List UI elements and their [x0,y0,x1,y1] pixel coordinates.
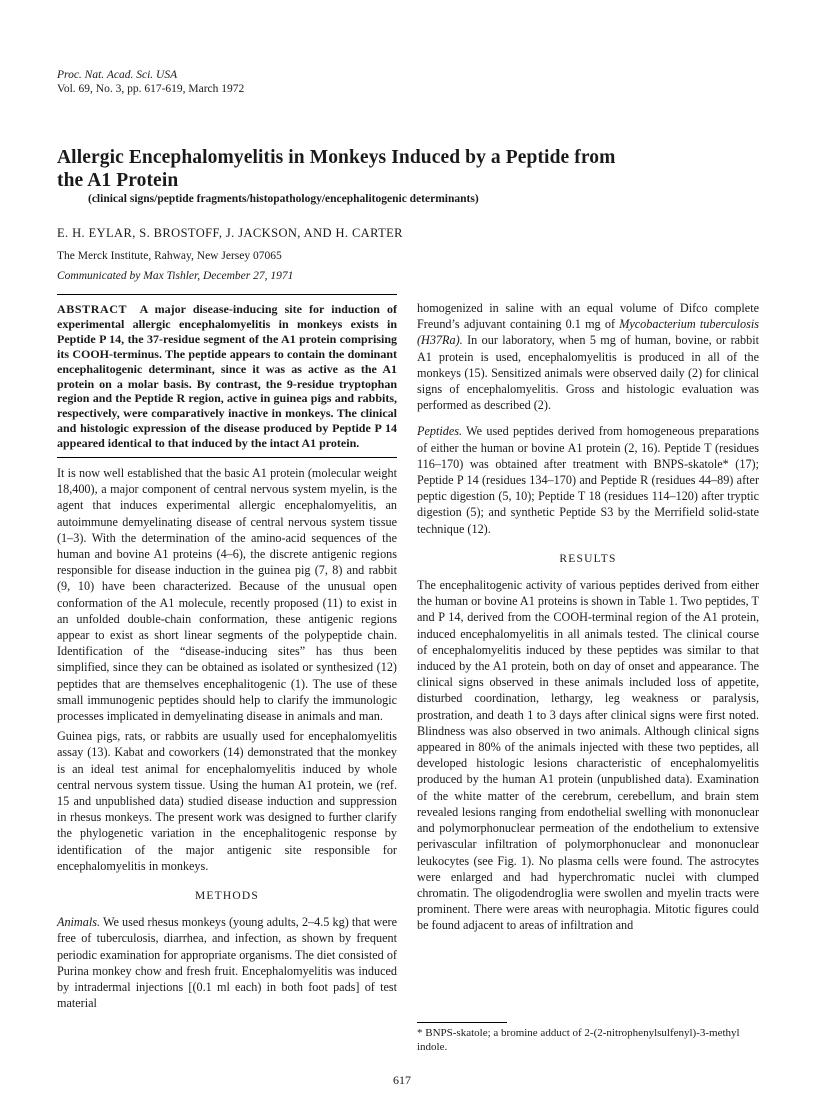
keywords: (clinical signs/peptide fragments/histopathology/encephalitogenic determinants) [88,193,479,205]
page-number: 617 [393,1073,411,1087]
results-heading: RESULTS [559,552,617,565]
journal-name: Proc. Nat. Acad. Sci. USA [57,69,178,81]
footnote-rule [417,1022,507,1023]
animals-continued-b: In our laboratory, when 5 mg of human, bovine, or rabbit A1 protein is used, encephalomyelitis is produced in all of the monkeys (15). Sensitized animals were observed daily (2) for clinical signs of encephalomyelitis. Gross and histologic evaluation was performed as described (2). [417,333,760,413]
authors: E. H. EYLAR, S. BROSTOFF, J. JACKSON, AND H. CARTER [57,226,403,240]
animals-continued [417,300,759,413]
footnote: * BNPS-skatole; a bromine adduct of 2-(2-nitrophenylsulfenyl)-3-methyl indole. [417,1027,740,1053]
animals-continued-a: homogenized in saline with an equal volume of Difco complete Freund’s adjuvant containing 0.1 mg of [417,301,759,332]
journal-volume: Vol. 69, No. 3, pp. 617-619, March 1972 [57,83,245,95]
peptides-label: Peptides. [417,424,463,439]
affiliation: The Merck Institute, Rahway, New Jersey 07065 [57,250,282,262]
animals-text: We used rhesus monkeys (young adults, 2–4.5 kg) that were free of tuberculosis, diarrhea, and infection, as shown by frequent periodic examination for appropriate organisms. The diet consisted of Purina monkey chow and fresh fruit. Encephalomyelitis was induced by intradermal injections [(0.1 ml each) in both foot pads] of test material [57,915,398,1011]
peptides-paragraph [417,423,759,536]
organism-name: Mycobacterium tuberculosis (H37Ra). [417,317,760,348]
article-title: Allergic Encephalomyelitis in Monkeys Induced by a Peptide from the A1 Protein [57,147,616,191]
methods-heading: METHODS [195,890,259,903]
abstract [57,294,397,458]
animals-label: Animals. [57,915,100,930]
abstract-label: ABSTRACT [57,302,128,316]
right-column [417,300,759,934]
animals-paragraph [57,914,397,1011]
left-column [57,465,397,1012]
intro-paragraph-2: Guinea pigs, rats, or rabbits are usually used for encephalomyelitis assay (13). Kabat and coworkers (14) demonstrated that the monkey is an ideal test animal for encephalomyelitis induced by whole central nervous system tissue. Using the human A1 protein, we (ref. 15 and unpublished data) studied disease induction and suppression in rhesus monkeys. The present work was designed to further clarify the phylogenetic variation in the encephalitogenic response by identification of the major antigenic site responsible for encephalomyelitis in monkeys. [57,729,397,873]
journal-header [57,68,244,96]
intro-paragraph-1: It is now well established that the basic A1 protein (molecular weight 18,400), a major component of central nervous system myelin, is the agent that induces experimental allergic encephalomyelitis, an autoimmune demyelinating disease of central nervous system tissue (1–3). With the determination of the amino-acid sequences of the human and bovine A1 proteins (4–6), the discrete antigenic regions responsible for disease induction in the guinea pig (7, 8) and rabbit (9, 10) have been characterized. Because of the unusual open conformation of the A1 molecule, recently proposed (11) to exist in an unfolded double-chain conformation, these antigenic regions appear to exist as short linear segments of the polypeptide chain. Identification of the “disease-inducing sites” has thus been simplified, since they can be obtained as isolated or synthesized (12) peptides that are themselves encephalitogenic (1). The use of these small immunogenic peptides should help to clarify the immunologic processes implicated in demyelinating disease in animals and man. [57,466,397,724]
abstract-text: A major disease-inducing site for induction of experimental allergic encephalomyelitis in monkeys exists in Peptide P 14, the 37-residue segment of the A1 protein comprising its COOH-terminus. The peptide appears to contain the dominant encephalitogenic determinant, since it was as active as the A1 protein on a molar basis. By contrast, the 9-residue tryptophan region and the Peptide R region, active in guinea pigs and rabbits, respectively, were comparatively inactive in monkeys. The clinical and histologic expression of the disease produced by Peptide P 14 appeared identical to that induced by the intact A1 protein. [57,302,398,451]
communicated-by: Communicated by Max Tishler, December 27, 1971 [57,270,294,282]
results-paragraph: The encephalitogenic activity of various peptides derived from either the human or bovine A1 proteins is shown in Table 1. Two peptides, T and P 14, derived from the COOH-terminal region of the A1 protein, induced encephalomyelitis in all animals tested. The clinical course of encephalomyelitis induced by these peptides was similar to that induced by the A1 protein, both on day of onset and appearance. The clinical signs observed in these animals included loss of appetite, disturbed coordination, lethargy, leg weakness or paralysis, prostration, and death 1 to 3 days after clinical signs were first noted. Blindness was also observed in two animals. Although clinical signs appeared in 80% of the animals injected with these two peptides, all developed histologic lesions characteristic of encephalomyelitis produced by the human A1 protein (unpublished data). Examination of the white matter of the cerebrum, cerebellum, and brain stem revealed lesions ranging from endothelial swelling with mononuclear and polymorphonuclear permeation of the endothelium to extensive perivascular infiltration of polymorphonuclear and mononuclear leukocytes (see Fig. 1). No plasma cells were found. The astrocytes were enlarged and had hyperchromatic nuclei with clumped chromatin. The oligodendroglia were swollen and myelin tracts were prominent. There were areas with neurophagia. Mitotic figures could be found adjacent to areas of infiltration and [417,578,759,933]
peptides-text: We used peptides derived from homogeneous preparations of either the human or bovine A1 protein (2, 16). Peptide T (residues 116–170) was obtained after treatment with BNPS-skatole* (17); Peptide P 14 (residues 134–170) and Peptide R (residues 44–89) after peptic digestion (5, 10); Peptide T 18 (residues 114–120) after tryptic digestion (5); and synthetic Peptide S3 by the Merrifield solid-state technique (12). [417,424,760,536]
